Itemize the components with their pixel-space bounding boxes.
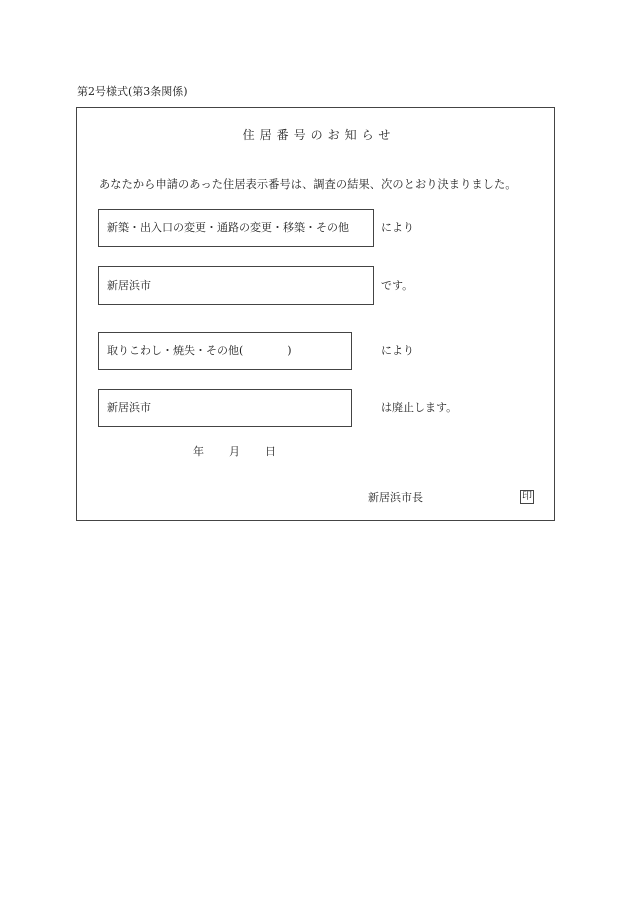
abolished-address-box (98, 389, 352, 427)
new-address-suffix: です。 (381, 279, 414, 292)
removal-reason-box (98, 332, 352, 370)
issuer-name: 新居浜市長 (368, 491, 423, 504)
abolished-address-box-text: 新居浜市 (107, 401, 151, 414)
new-address-box (98, 266, 374, 305)
notice-lead-text: あなたから申請のあった住居表示番号は、調査の結果、次のとおり決まりました。 (99, 178, 517, 191)
date-month-label: 月 (229, 445, 240, 458)
removal-reason-box-text: 取りこわし・焼失・その他( ) (107, 344, 292, 357)
abolished-address-suffix: は廃止します。 (381, 401, 458, 414)
seal-mark: 印 (522, 491, 532, 502)
form-number-label: 第2号様式(第3条関係) (77, 85, 188, 98)
new-address-box-text: 新居浜市 (107, 278, 151, 292)
notice-title: 住居番号のお知らせ (242, 128, 396, 142)
date-day-label: 日 (265, 445, 276, 458)
notice-frame (76, 107, 555, 521)
date-year-label: 年 (193, 445, 204, 458)
reason-box-text: 新築・出入口の変更・通路の変更・移築・その他 (107, 221, 349, 234)
reason-box (98, 209, 374, 247)
reason-suffix: により (381, 221, 414, 234)
removal-reason-suffix: により (381, 344, 414, 357)
